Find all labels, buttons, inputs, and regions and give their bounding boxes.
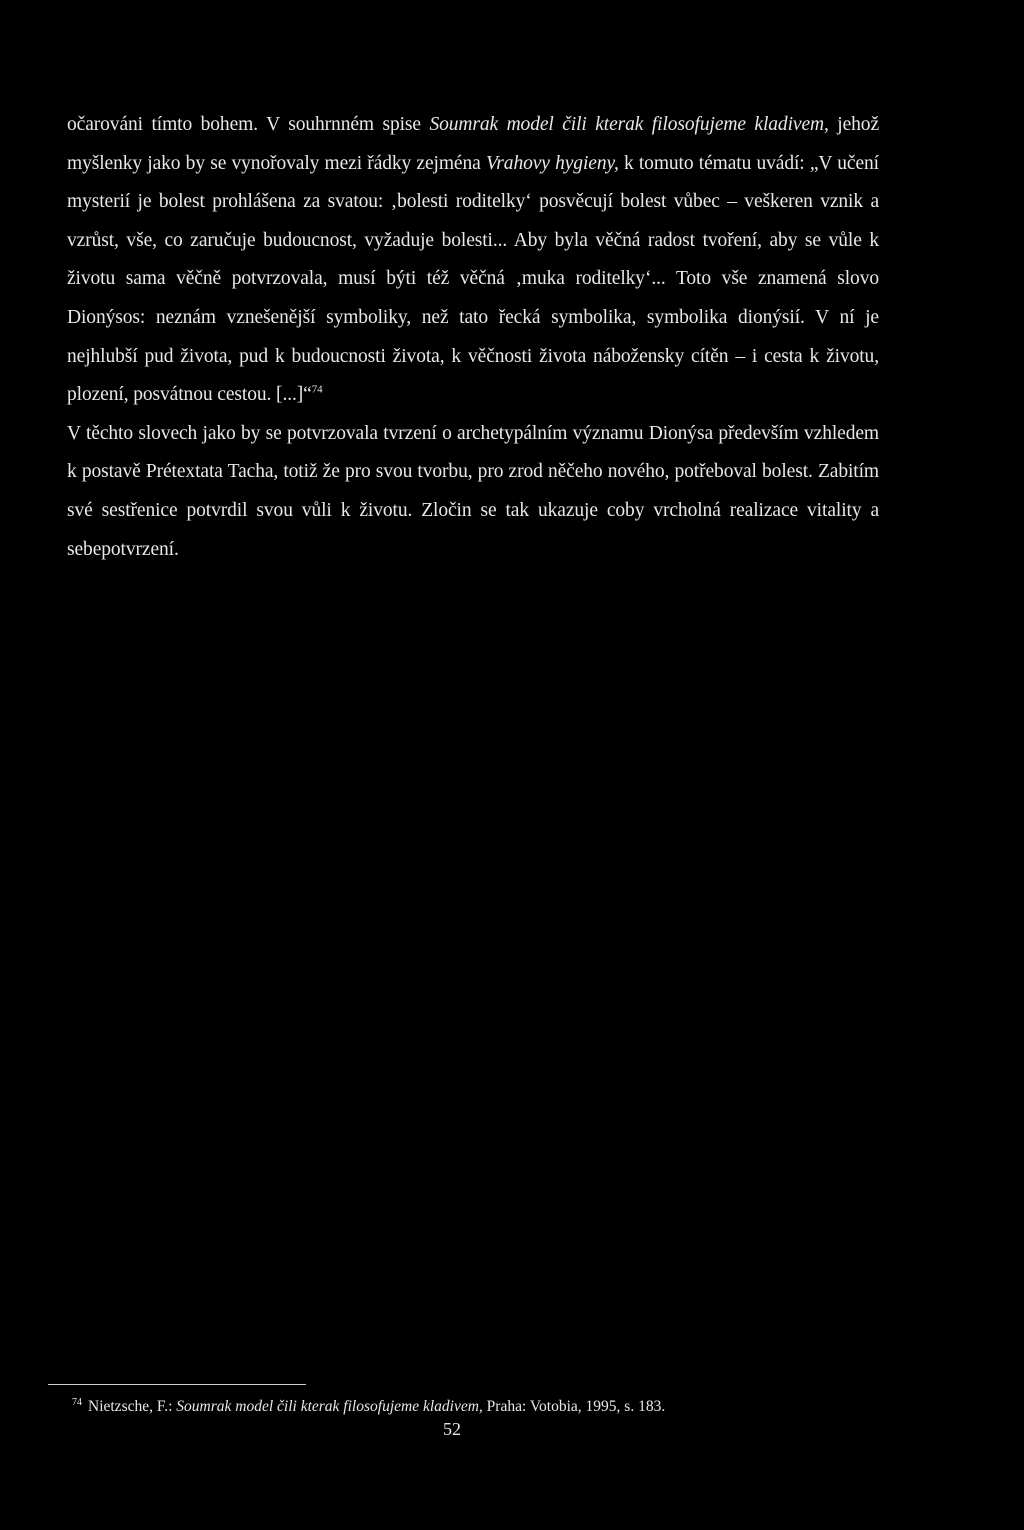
italic-book-title: Soumrak model čili kterak filosofujeme kladivem, — [429, 114, 829, 135]
text-segment-4: V těchto slovech jako by se potvrzovala tvrzení o archetypálním významu Dionýsa především vzhledem k postavě Prétextata Tacha, totiž že pro svou tvorbu, pro zrod něčeho nového, potřeboval bolest. Zabitím své sestřenice potvrdil svou vůli k životu. Zločin se tak ukazuje coby vrcholná realizace vitality a sebepotvrzení. — [67, 422, 879, 560]
italic-novel-title: Vrahovy hygieny, — [485, 152, 619, 174]
footnote-title: Soumrak model čili kterak filosofujeme kladivem, — [176, 1398, 483, 1415]
text-segment-2: jehož myšlenky jako by se vynořovaly mezi řádky zejména — [67, 114, 879, 174]
text-segment-3: k tomuto tématu uvádí: „V učení mysterií je bolest prohlášena za svatou: ‚bolesti roditelky‘ posvěcují bolest vůbec – veškeren vznik a vzrůst, vše, co zaručuje budoucnost, vyžaduje bolesti... Aby byla věčná radost tvoření, aby se vůle k životu sama věčně potvrzovala, musí býti též věčná ‚muka roditelky‘... Toto vše znamená slovo Dionýsos: neznám vznešenější symboliky, než tato řecká symbolika, symbolika dionýsií. V ní je nejhlubší pud života, pud k budoucnosti života, k věčnosti života nábožensky cítěn – i cesta k životu, plození, posvátnou cestou. [...]“ — [67, 152, 879, 406]
text-segment-1: očarováni tímto bohem. V souhrnném spise — [67, 114, 430, 135]
footnote-divider — [48, 1384, 306, 1385]
footnote-reference: 74 — [311, 383, 323, 396]
footnote-publication: Praha: Votobia, 1995, s. 183. — [482, 1398, 666, 1415]
footnote-mark: 74 — [72, 1396, 82, 1408]
page-number: 52 — [443, 1419, 461, 1439]
body-paragraph — [67, 106, 879, 569]
footnote-author: Nietzsche, F.: — [88, 1398, 177, 1415]
